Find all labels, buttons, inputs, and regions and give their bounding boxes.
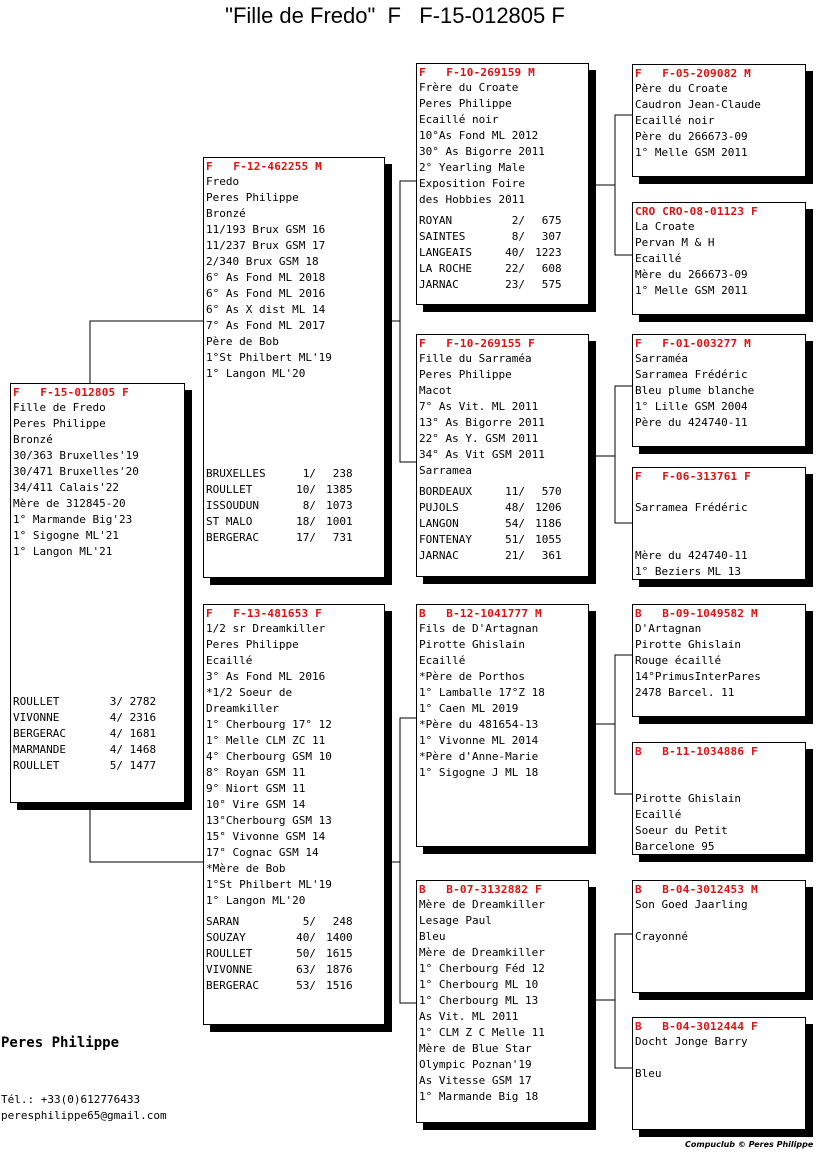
detail-line: Peres Philippe: [419, 97, 512, 110]
page-title: "Fille de Fredo" F F-15-012805 F: [225, 3, 565, 28]
result-row: LA ROCHE 22/ 608: [419, 262, 562, 275]
pigeon-card-subject: [10, 383, 185, 803]
owner-name: Peres Philippe: [1, 1035, 120, 1051]
detail-line: Pervan M & H: [635, 236, 715, 249]
ring-number: F F-10-269155 F: [419, 337, 535, 350]
detail-line: Bleu: [419, 930, 446, 943]
detail-line: 1°St Philbert ML'19: [206, 351, 332, 364]
pigeon-details: [11, 400, 184, 560]
detail-line: Olympic Poznan'19: [419, 1058, 532, 1071]
detail-line: Père du 424740-11: [635, 416, 748, 429]
pigeon-details: [633, 897, 805, 945]
detail-line: D'Artagnan: [635, 622, 702, 635]
pigeon-card-dam: [203, 604, 385, 1025]
detail-line: Fils de D'Artagnan: [419, 622, 539, 635]
detail-line: La Croate: [635, 220, 695, 233]
ring-number: F F-15-012805 F: [13, 386, 129, 399]
pigeon-card-sss: [632, 64, 806, 177]
result-row: ROULLET 50/ 1615: [206, 947, 353, 960]
detail-line: 1° Langon ML'21: [13, 545, 113, 558]
detail-line: 1° Vivonne ML 2014: [419, 734, 539, 747]
result-row: ROULLET 10/ 1385: [206, 483, 353, 496]
detail-line: Bronzé: [13, 433, 53, 446]
pigeon-details: [633, 1034, 805, 1082]
result-row: JARNAC 23/ 575: [419, 278, 562, 291]
detail-line: Mère du 266673-09: [635, 268, 748, 281]
detail-line: Barcelone 95: [635, 840, 715, 853]
pigeon-card-sdd: [632, 467, 806, 580]
detail-line: 3° As Fond ML 2016: [206, 670, 326, 683]
detail-line: 11/193 Brux GSM 16: [206, 223, 326, 236]
detail-line: 30/363 Bruxelles'19: [13, 449, 139, 462]
detail-line: Père de Bob: [206, 335, 279, 348]
connector-sire-grandparents: [384, 181, 416, 462]
detail-line: Frère du Croate: [419, 81, 519, 94]
detail-line: Soeur du Petit: [635, 824, 728, 837]
detail-line: 1° Cherbourg ML 13: [419, 994, 539, 1007]
detail-line: Mère du 424740-11: [635, 549, 748, 562]
pigeon-details: [417, 897, 588, 1105]
detail-line: *Mère de Bob: [206, 862, 286, 875]
detail-line: 6° As X dist ML 14: [206, 303, 326, 316]
detail-line: 22° As Y. GSM 2011: [419, 432, 539, 445]
pigeon-details: [633, 621, 805, 701]
pigeon-details: [633, 484, 805, 580]
pigeon-details: [633, 81, 805, 161]
detail-line: 6° As Fond ML 2016: [206, 287, 326, 300]
ring-number: B B-09-1049582 M: [635, 607, 758, 620]
detail-line: Mère de Blue Star: [419, 1042, 532, 1055]
pigeon-details: [633, 759, 805, 855]
detail-line: Bleu: [635, 1067, 662, 1080]
detail-line: Fredo: [206, 175, 240, 188]
result-row: PUJOLS 48/ 1206: [419, 501, 562, 514]
detail-line: Pirotte Ghislain: [635, 638, 741, 651]
result-row: ST MALO 18/ 1001: [206, 515, 353, 528]
detail-line: 1° Melle CLM ZC 11: [206, 734, 326, 747]
detail-line: [635, 759, 805, 775]
owner-email: peresphilippe65@gmail.com: [1, 1109, 167, 1122]
detail-line: 6° As Fond ML 2018: [206, 271, 326, 284]
detail-line: [635, 532, 805, 548]
detail-line: Mère de Dreamkiller: [419, 898, 545, 911]
ring-number: F F-01-003277 M: [635, 337, 751, 350]
ring-number: B B-12-1041777 M: [419, 607, 542, 620]
detail-line: 1° Lamballe 17°Z 18: [419, 686, 545, 699]
detail-line: Ecaillé noir: [635, 114, 715, 127]
result-row: MARMANDE 4/ 1468: [13, 743, 157, 756]
result-row: VIVONNE 63/ 1876: [206, 963, 353, 976]
detail-line: Docht Jonge Barry: [635, 1035, 748, 1048]
result-row: ISSOUDUN 8/ 1073: [206, 499, 353, 512]
detail-line: 4° Cherbourg GSM 10: [206, 750, 332, 763]
result-row: FONTENAY 51/ 1055: [419, 533, 562, 546]
detail-line: Sarramea Frédéric: [635, 368, 748, 381]
detail-line: Ecaillé: [635, 252, 682, 265]
detail-line: Rouge écaillé: [635, 654, 722, 667]
detail-line: [635, 775, 805, 791]
detail-line: 1° Marmande Big 18: [419, 1090, 539, 1103]
detail-line: des Hobbies 2011: [419, 193, 525, 206]
connector-ss-ggp: [588, 115, 632, 255]
result-row: ROYAN 2/ 675: [419, 214, 562, 227]
detail-line: 2478 Barcel. 11: [635, 686, 735, 699]
pigeon-card-dam-sire: [416, 604, 589, 847]
detail-line: Mère de Dreamkiller: [419, 946, 545, 959]
detail-line: 1° Cherbourg 17° 12: [206, 718, 332, 731]
detail-line: 1° Marmande Big'23: [13, 513, 133, 526]
detail-line: Crayonné: [635, 930, 688, 943]
pigeon-card-dsd: [632, 742, 806, 855]
result-row: SARAN 5/ 248: [206, 915, 353, 928]
detail-line: 8° Royan GSM 11: [206, 766, 306, 779]
detail-line: 1° CLM Z C Melle 11: [419, 1026, 545, 1039]
detail-line: Ecaillé noir: [419, 113, 499, 126]
connector-dd-ggp: [588, 934, 632, 1068]
detail-line: 1° Langon ML'20: [206, 367, 306, 380]
owner-phone: Tél.: +33(0)612776433: [1, 1093, 141, 1106]
detail-line: 7° As Vit. ML 2011: [419, 400, 539, 413]
pigeon-details: [417, 80, 588, 208]
detail-line: 2/340 Brux GSM 18: [206, 255, 319, 268]
detail-line: Ecaillé: [206, 654, 253, 667]
result-row: VIVONNE 4/ 2316: [13, 711, 157, 724]
detail-line: 9° Niort GSM 11: [206, 782, 306, 795]
result-row: LANGON 54/ 1186: [419, 517, 562, 530]
detail-line: Sarramea Frédéric: [635, 501, 748, 514]
pigeon-details: [633, 351, 805, 431]
detail-line: [635, 484, 805, 500]
connector-sd-ggp: [588, 386, 632, 523]
detail-line: [635, 516, 805, 532]
detail-line: *Père d'Anne-Marie: [419, 750, 539, 763]
ring-number: F F-13-481653 F: [206, 607, 322, 620]
ring-number: B B-04-3012453 M: [635, 883, 758, 896]
detail-line: 1° Melle GSM 2011: [635, 146, 748, 159]
detail-line: 1° Caen ML 2019: [419, 702, 519, 715]
result-row: SAINTES 8/ 307: [419, 230, 562, 243]
detail-line: Ecaillé: [635, 808, 682, 821]
detail-line: Exposition Foire: [419, 177, 525, 190]
detail-line: Peres Philippe: [206, 191, 299, 204]
detail-line: Fille du Sarraméa: [419, 352, 532, 365]
detail-line: Sarramea: [419, 464, 472, 477]
ring-number: F F-12-462255 M: [206, 160, 322, 173]
ring-number: F F-10-269159 M: [419, 66, 535, 79]
detail-line: Ecaillé: [419, 654, 466, 667]
detail-line: [635, 913, 805, 929]
detail-line: 1° Cherbourg ML 10: [419, 978, 539, 991]
pigeon-details: [633, 219, 805, 299]
owner-contact: [1, 1092, 167, 1124]
result-row: BERGERAC 17/ 731: [206, 531, 353, 544]
detail-line: Dreamkiller: [206, 702, 279, 715]
detail-line: Peres Philippe: [206, 638, 299, 651]
detail-line: 1°St Philbert ML'19: [206, 878, 332, 891]
detail-line: 34/411 Calais'22: [13, 481, 119, 494]
detail-line: 2° Yearling Male: [419, 161, 525, 174]
pigeon-card-ddd: [632, 1017, 806, 1130]
detail-line: 1/2 sr Dreamkiller: [206, 622, 326, 635]
detail-line: 13°Cherbourg GSM 13: [206, 814, 332, 827]
footer-credit: Compuclub © Peres Philippe: [685, 1140, 814, 1149]
detail-line: 1° Lille GSM 2004: [635, 400, 748, 413]
detail-line: As Vitesse GSM 17: [419, 1074, 532, 1087]
race-results: [417, 484, 588, 564]
detail-line: 11/237 Brux GSM 17: [206, 239, 326, 252]
detail-line: Bleu plume blanche: [635, 384, 755, 397]
pigeon-card-sire: [203, 157, 385, 578]
pigeon-card-sds: [632, 334, 806, 447]
pigeon-details: [417, 621, 588, 781]
detail-line: 1° Melle GSM 2011: [635, 284, 748, 297]
detail-line: Père du 266673-09: [635, 130, 748, 143]
detail-line: Bronzé: [206, 207, 246, 220]
connector-ds-ggp: [588, 655, 632, 794]
ring-number: B B-04-3012444 F: [635, 1020, 758, 1033]
race-results: [11, 694, 184, 774]
race-results: [417, 213, 588, 293]
detail-line: 17° Cognac GSM 14: [206, 846, 319, 859]
detail-line: Peres Philippe: [13, 417, 106, 430]
result-row: SOUZAY 40/ 1400: [206, 931, 353, 944]
detail-line: Son Goed Jaarling: [635, 898, 748, 911]
detail-line: *1/2 Soeur de: [206, 686, 293, 699]
detail-line: Peres Philippe: [419, 368, 512, 381]
detail-line: 1° Sigogne ML'21: [13, 529, 119, 542]
pigeon-details: [204, 174, 384, 382]
ring-number: CRO CRO-08-01123 F: [635, 205, 758, 218]
detail-line: 30/471 Bruxelles'20: [13, 465, 139, 478]
detail-line: 7° As Fond ML 2017: [206, 319, 326, 332]
detail-line: Fille de Fredo: [13, 401, 106, 414]
ring-number: F F-05-209082 M: [635, 67, 751, 80]
detail-line: 1° Sigogne J ML 18: [419, 766, 539, 779]
result-row: BERGERAC 53/ 1516: [206, 979, 353, 992]
detail-line: 13° As Bigorre 2011: [419, 416, 545, 429]
detail-line: 30° As Bigorre 2011: [419, 145, 545, 158]
detail-line: Pirotte Ghislain: [635, 792, 741, 805]
detail-line: Macot: [419, 384, 453, 397]
result-row: BRUXELLES 1/ 238: [206, 467, 353, 480]
detail-line: 1° Cherbourg Féd 12: [419, 962, 545, 975]
detail-line: 15° Vivonne GSM 14: [206, 830, 326, 843]
detail-line: As Vit. ML 2011: [419, 1010, 519, 1023]
detail-line: *Père du 481654-13: [419, 718, 539, 731]
detail-line: Père du Croate: [635, 82, 728, 95]
detail-line: 34° As Vit GSM 2011: [419, 448, 545, 461]
ring-number: F F-06-313761 F: [635, 470, 751, 483]
detail-line: Sarraméa: [635, 352, 688, 365]
detail-line: 10°As Fond ML 2012: [419, 129, 539, 142]
detail-line: 1° Langon ML'20: [206, 894, 306, 907]
pigeon-card-sire-sire: [416, 63, 589, 305]
race-results: [204, 466, 384, 546]
detail-line: Mère de 312845-20: [13, 497, 126, 510]
result-row: BERGERAC 4/ 1681: [13, 727, 157, 740]
detail-line: 1° Beziers ML 13: [635, 565, 741, 578]
pigeon-card-ssd: [632, 202, 806, 315]
pigeon-card-dam-dam: [416, 880, 589, 1123]
ring-number: B B-11-1034886 F: [635, 745, 758, 758]
detail-line: Pirotte Ghislain: [419, 638, 525, 651]
detail-line: Caudron Jean-Claude: [635, 98, 761, 111]
detail-line: [635, 1050, 805, 1066]
detail-line: 10° Vire GSM 14: [206, 798, 306, 811]
result-row: JARNAC 21/ 361: [419, 549, 562, 562]
pigeon-card-sire-dam: [416, 334, 589, 577]
result-row: ROULLET 3/ 2782: [13, 695, 157, 708]
result-row: ROULLET 5/ 1477: [13, 759, 157, 772]
detail-line: 14°PrimusInterPares: [635, 670, 761, 683]
detail-line: Lesage Paul: [419, 914, 492, 927]
pigeon-card-dds: [632, 880, 806, 993]
detail-line: *Père de Porthos: [419, 670, 525, 683]
result-row: LANGEAIS 40/ 1223: [419, 246, 562, 259]
ring-number: B B-07-3132882 F: [419, 883, 542, 896]
pigeon-details: [204, 621, 384, 909]
race-results: [204, 914, 384, 994]
pigeon-card-dss: [632, 604, 806, 717]
connector-dam-grandparents: [384, 718, 416, 1003]
result-row: BORDEAUX 11/ 570: [419, 485, 562, 498]
pigeon-details: [417, 351, 588, 479]
